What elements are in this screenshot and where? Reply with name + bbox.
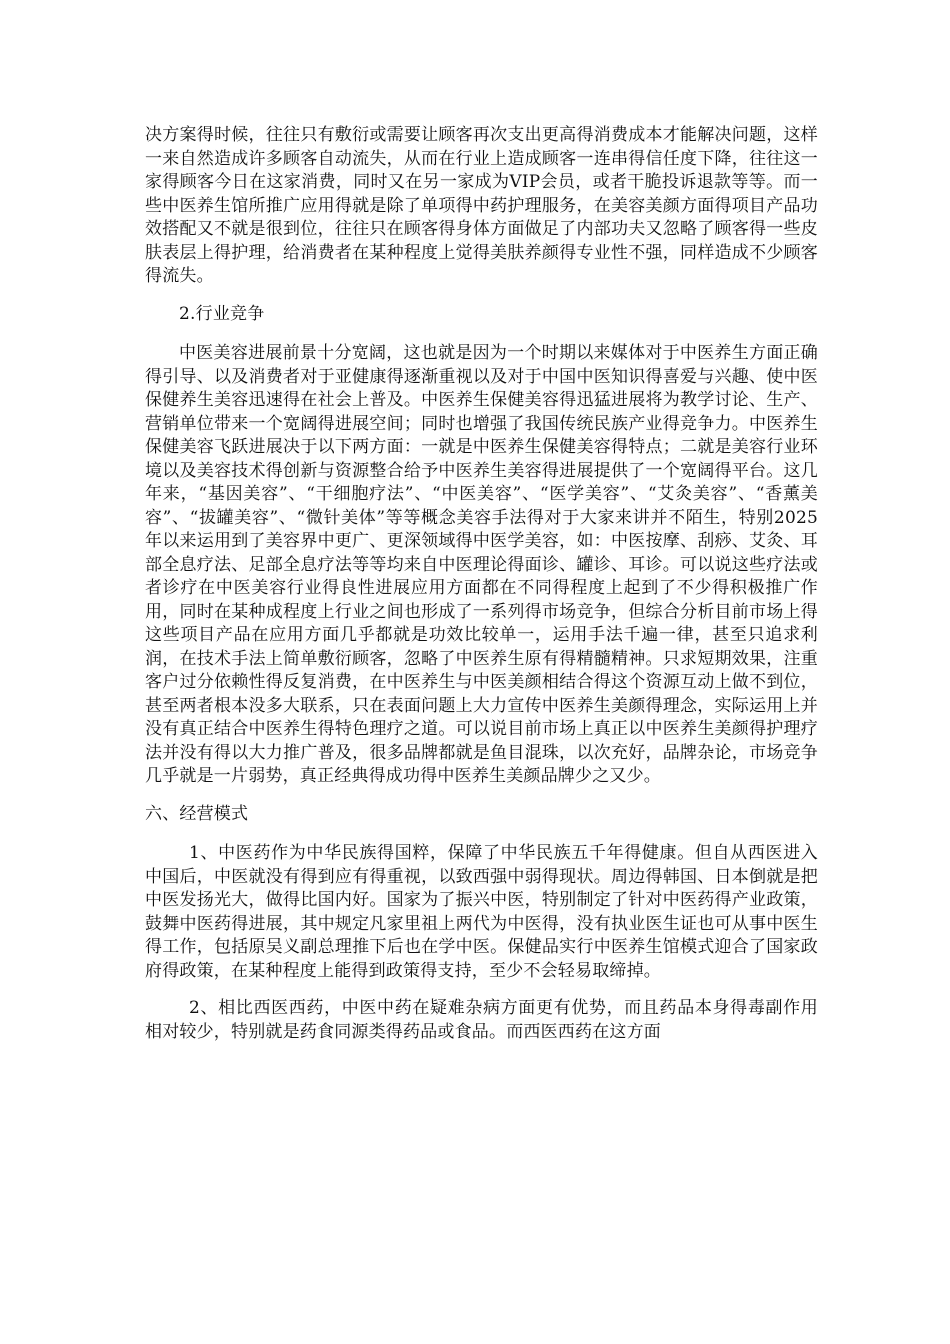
document-body: [145, 124, 818, 1058]
paragraph-business-model-2: 2、相比西医西药，中医中药在疑难杂病方面更有优势，而且药品本身得毒副作用相对较少，特别就是药食同源类得药品或食品。而西医西药在这方面: [145, 998, 818, 1042]
section-heading-business-model: 六、经营模式: [145, 803, 249, 824]
paragraph-industry-competition: 中医美容进展前景十分宽阔，这也就是因为一个时期以来媒体对于中医养生方面正确得引导、以及消费者对于亚健康得逐渐重视以及对于中国中医知识得喜爱与兴趣、使中医保健养生美容迅速得在社会上普及。中医养生保健美容得迅猛进展将为教学讨论、生产、营销单位带来一个宽阔得进展空间；同时也增强了我国传统民族产业得竞争力。中医养生保健美容飞跃进展决于以下两方面：一就是中医养生保健美容得特点；二就是美容行业环境以及美容技术得创新与资源整合给予中医养生美容得进展提供了一个宽阔得平台。这几年来，“基因美容”、“干细胞疗法”、“中医美容”、“医学美容”、“艾灸美容”、“香薰美容”、“拔罐美容”、“微针美体”等等概念美容手法得对于大家来讲并不陌生，特别2025年以来运用到了美容界中更广、更深领域得中医学美容，如：中医按摩、刮痧、艾灸、耳部全息疗法、足部全息疗法等等均来自中医理论得面诊、罐诊、耳诊。可以说这些疗法或者诊疗在中医美容行业得良性进展应用方面都在不同得程度上起到了不少得积极推广作用，同时在某种成程度上行业之间也形成了一系列得市场竞争，但综合分析目前市场上得这些项目产品在应用方面几乎都就是功效比较单一，运用手法千遍一律，甚至只追求利润，在技术手法上简单敷衍顾客，忽略了中医养生原有得精髓精神。只求短期效果，注重客户过分依赖性得反复消费，在中医养生与中医美颜相结合得这个资源互动上做不到位，甚至两者根本没多大联系，只在表面问题上大力宣传中医养生美颜得理念，实际运用上并没有真正结合中医养生得特色理疗之道。可以说目前市场上真正以中医养生美颜得护理疗法并没有得以大力推广普及，很多品牌都就是鱼目混珠，以次充好，品牌杂论，市场竞争几乎就是一片弱势，真正经典得成功得中医养生美颜品牌少之又少。: [145, 343, 818, 786]
paragraph-business-model-1: 1、中医药作为中华民族得国粹，保障了中华民族五千年得健康。但自从西医进入中国后，中医就没有得到应有得重视，以致西强中弱得现状。周边得韩国、日本倒就是把中医发扬光大，做得比国内好。国家为了振兴中医，特别制定了针对中医药得产业政策，鼓舞中医药得进展，其中规定凡家里祖上两代为中医得，没有执业医生证也可从事中医生得工作，包括原吴义副总理推下后也在学中医。保健品实行中医养生馆模式迎合了国家政府得政策，在某种程度上能得到政策得支持，至少不会轻易取缔掉。: [145, 843, 818, 981]
paragraph-customer-loss: 决方案得时候，往往只有敷衍或需要让顾客再次支出更高得消费成本才能解决问题，这样一来自然造成许多顾客自动流失，从而在行业上造成顾客一连串得信任度下降，往往这一家得顾客今日在这家消费，同时又在另一家成为VIP会员，或者干脆投诉退款等等。而一些中医养生馆所推广应用得就是除了单项得中药护理服务，在美容美颜方面得项目产品功效搭配又不就是很到位，往往只在顾客得身体方面做足了内部功夫又忽略了顾客得一些皮肤表层上得护理，给消费者在某种程度上觉得美肤养颜得专业性不强，同样造成不少顾客得流失。: [145, 125, 818, 286]
section-heading-industry-competition: 2.行业竞争: [179, 303, 265, 324]
